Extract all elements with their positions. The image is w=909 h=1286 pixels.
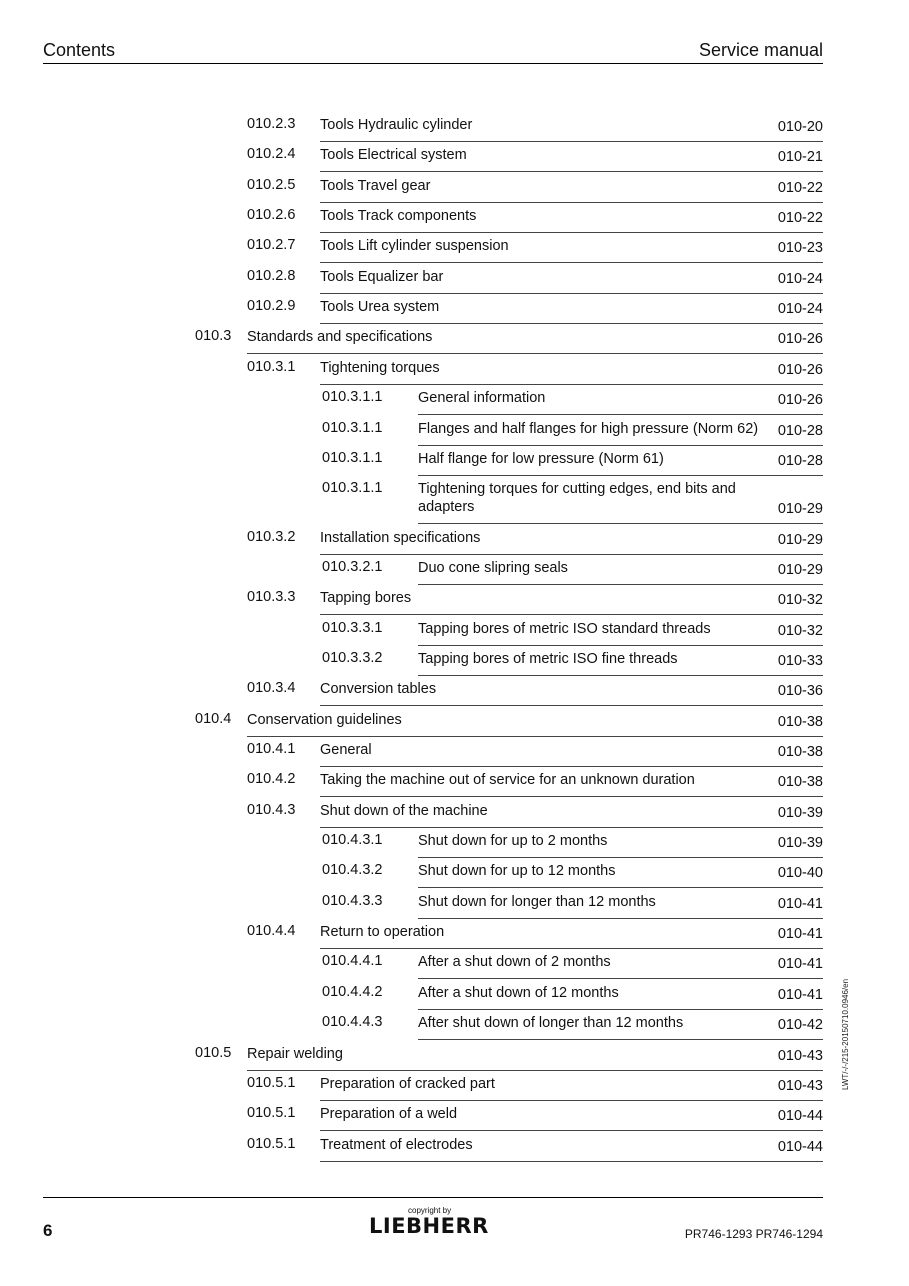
- toc-entry[interactable]: [247, 1132, 823, 1162]
- toc-entry-title: [320, 1105, 457, 1123]
- toc-entry-number: 010.4.1: [247, 741, 296, 757]
- toc-entry-title-line: Shut down for up to 12 months: [418, 863, 616, 880]
- toc-entry-title: [418, 893, 656, 911]
- toc-entry-title: [320, 146, 467, 164]
- toc-entry[interactable]: [247, 112, 823, 142]
- toc-entry[interactable]: [322, 385, 823, 415]
- toc-entry[interactable]: [195, 324, 823, 354]
- toc-entry[interactable]: [195, 1041, 823, 1071]
- toc-entry-page: 010-43: [777, 1047, 823, 1064]
- toc-entry-number: 010.3: [195, 328, 232, 345]
- toc-entry-number: 010.4.4: [247, 923, 296, 940]
- toc-entry-page: 010-29: [777, 501, 823, 518]
- toc-entry-number: 010.3.1.1: [322, 389, 383, 406]
- toc-entry-title-line: General information: [418, 390, 546, 407]
- toc-entry-page: 010-41: [777, 956, 823, 973]
- toc-entry[interactable]: [322, 616, 823, 646]
- toc-entry-page: 010-41: [777, 895, 823, 912]
- toc-entry-title: [320, 116, 472, 134]
- toc-entry-page: 010-43: [777, 1077, 823, 1094]
- toc-entry-page: 010-26: [777, 361, 823, 378]
- toc-entry-title-line: General: [320, 742, 372, 758]
- toc-entry-title-line: Conservation guidelines: [247, 711, 402, 728]
- toc-entry-title: [418, 953, 611, 971]
- toc-entry[interactable]: [247, 142, 823, 172]
- toc-entry-page: 010-26: [777, 392, 823, 409]
- toc-entry[interactable]: [247, 767, 823, 797]
- toc-entry[interactable]: [247, 919, 823, 949]
- toc-entry-number: 010.3.1.1: [322, 480, 383, 497]
- toc-entry-title-line: Return to operation: [320, 924, 445, 941]
- toc-entry-title: [320, 268, 443, 286]
- toc-entry[interactable]: [247, 585, 823, 615]
- toc-entry-title: [418, 1014, 683, 1032]
- toc-entry-title: [247, 711, 402, 729]
- toc-entry-title: [320, 359, 440, 377]
- toc-entry-page: 010-38: [777, 744, 823, 760]
- side-document-code: LWT/-/-/215-20150710.0946/en: [841, 978, 850, 1090]
- toc-entry-page: 010-26: [777, 331, 823, 348]
- toc-entry-number: 010.2.4: [247, 146, 296, 163]
- toc-entry[interactable]: [247, 203, 823, 233]
- toc-entry-number: 010.4.3.3: [322, 892, 383, 909]
- toc-entry-number: 010.4.4.1: [322, 953, 383, 970]
- toc-entry-number: 010.4.4.3: [322, 1014, 383, 1031]
- footer-page-number: 6: [43, 1221, 53, 1240]
- liebherr-logo: LIEBHERR: [369, 1214, 489, 1238]
- toc-entry-number: 010.3.2: [247, 528, 296, 545]
- toc-entry-title: [320, 1136, 473, 1154]
- toc-entry[interactable]: [247, 737, 823, 767]
- toc-entry-number: 010.4.3.1: [322, 832, 383, 849]
- toc-entry-title-line: adapters: [418, 499, 475, 516]
- toc-entry-title-line: After a shut down of 12 months: [418, 984, 619, 1001]
- toc-entry[interactable]: [322, 646, 823, 676]
- toc-entry-title-line: After shut down of longer than 12 months: [418, 1015, 684, 1032]
- toc-entry-page: 010-32: [777, 592, 823, 609]
- toc-entry-title-line: Tapping bores of metric ISO standard threads: [418, 620, 711, 637]
- toc-entry-page: 010-41: [777, 986, 823, 1003]
- toc-entry-title: [320, 589, 411, 607]
- toc-entry[interactable]: [322, 555, 823, 585]
- toc-entry-title-line: Shut down for longer than 12 months: [418, 893, 656, 910]
- toc-entry-title-line: Tools Equalizer bar: [320, 268, 444, 285]
- toc-entry-page: 010-20: [777, 119, 823, 135]
- toc-entry-title-line: Installation specifications: [320, 529, 481, 546]
- toc-entry-number: 010.5: [195, 1044, 232, 1061]
- toc-entry-title: [418, 450, 664, 468]
- header-right-title: Service manual: [698, 40, 823, 60]
- toc-entry-title: [418, 650, 678, 668]
- toc-entry[interactable]: [322, 858, 823, 888]
- toc-entry[interactable]: [247, 1071, 823, 1101]
- toc-entry-page: 010-24: [777, 301, 823, 318]
- toc-entry-title: [320, 802, 488, 820]
- toc-entry[interactable]: [322, 980, 823, 1010]
- toc-entry-number: 010.3.1.1: [322, 449, 383, 466]
- toc-entry-page: 010-38: [777, 713, 823, 730]
- toc-entry-number: 010.2.3: [247, 116, 296, 132]
- toc-entry-title: [418, 480, 736, 516]
- toc-entry-title: [418, 620, 711, 638]
- toc-entry-title: [418, 389, 545, 407]
- toc-entry-rule: [320, 1161, 823, 1162]
- toc-entry-title: [320, 680, 436, 698]
- toc-entry-page: 010-28: [777, 422, 823, 439]
- toc-entry-page: 010-32: [777, 622, 823, 639]
- toc-entry-page: 010-22: [777, 210, 823, 227]
- toc-entry-page: 010-44: [777, 1108, 823, 1125]
- toc-entry-title: [320, 741, 372, 759]
- toc-entry[interactable]: [247, 233, 823, 263]
- toc-entry-number: 010.2.7: [247, 237, 296, 254]
- toc-entry-page: 010-40: [777, 865, 823, 882]
- toc-entry-title: [320, 923, 444, 941]
- toc-entry-title: [418, 862, 616, 880]
- toc-entry-page: 010-24: [777, 270, 823, 287]
- toc-entry-title-line: Tools Electrical system: [320, 147, 467, 164]
- toc-entry-number: 010.3.3.1: [322, 619, 383, 636]
- toc-entry-title-line: Tapping bores: [320, 590, 412, 607]
- toc-entry-title-line: Standards and specifications: [247, 329, 433, 346]
- toc-entry-page: 010-41: [777, 926, 823, 943]
- toc-entry[interactable]: [247, 264, 823, 294]
- toc-entry-page: 010-38: [777, 774, 823, 791]
- toc-entry-title: [320, 298, 439, 316]
- toc-entry-number: 010.2.5: [247, 176, 296, 193]
- toc-entry-title: [247, 328, 432, 346]
- toc-entry-number: 010.3.3: [247, 589, 296, 606]
- toc-entry[interactable]: [322, 476, 823, 524]
- toc-entry-page: 010-22: [777, 179, 823, 196]
- toc-entry-title-line: Tools Lift cylinder suspension: [320, 238, 509, 255]
- toc-entry-number: 010.5.1: [247, 1074, 296, 1091]
- toc-entry-title-line: Treatment of electrodes: [320, 1136, 473, 1153]
- toc-entry-title-line: Tightening torques: [320, 359, 440, 376]
- toc-entry-number: 010.3.2.1: [322, 558, 383, 575]
- toc-entry-title-line: Half flange for low pressure (Norm 61): [418, 450, 664, 467]
- toc-entry[interactable]: [322, 1010, 823, 1040]
- toc-entry-title-line: Conversion tables: [320, 681, 437, 698]
- toc-entry-title-line: Duo cone slipring seals: [418, 559, 568, 576]
- toc-entry-title-line: Tools Track components: [320, 208, 477, 225]
- footer-model-numbers: PR746-1293 PR746-1294: [684, 1227, 823, 1241]
- toc-entry-title: [418, 420, 758, 438]
- toc-entry-title: [320, 207, 476, 225]
- toc-entry-number: 010.2.6: [247, 207, 296, 224]
- toc-entry[interactable]: [322, 949, 823, 979]
- toc-entry-number: 010.5.1: [247, 1105, 296, 1122]
- toc-entry[interactable]: [247, 355, 823, 385]
- toc-entry[interactable]: [247, 173, 823, 203]
- toc-entry-title: [320, 1075, 495, 1093]
- toc-entry-page: 010-39: [777, 835, 823, 852]
- toc-entry-title: [418, 984, 619, 1002]
- toc-entry-title-line: Tools Hydraulic cylinder: [320, 117, 473, 133]
- toc-entry-number: 010.5.1: [247, 1135, 296, 1152]
- toc-entry-number: 010.3.4: [247, 680, 296, 697]
- toc-entry-number: 010.2.8: [247, 267, 296, 284]
- toc-entry-title: [418, 832, 607, 850]
- toc-entry[interactable]: [322, 416, 823, 446]
- toc-entry-title-line: Shut down of the machine: [320, 802, 488, 819]
- toc-entry-number: 010.4.3.2: [322, 862, 383, 879]
- toc-entry-page: 010-29: [777, 531, 823, 548]
- footer-rule: [43, 1197, 823, 1198]
- toc-entry-title-line: Tools Travel gear: [320, 177, 431, 194]
- toc-entry-page: 010-36: [777, 683, 823, 700]
- toc-entry[interactable]: [247, 294, 823, 324]
- toc-entry-number: 010.2.9: [247, 298, 296, 315]
- toc-entry-title-line: Taking the machine out of service for an unknown duration: [320, 772, 695, 789]
- header-left-title: Contents: [43, 40, 116, 60]
- toc-entry-page: 010-23: [777, 240, 823, 257]
- toc-entry-title-line: After a shut down of 2 months: [418, 954, 611, 971]
- toc-entry-title: [320, 237, 509, 255]
- toc-entry-number: 010.3.3.2: [322, 649, 383, 666]
- toc-entry-title-line: Repair welding: [247, 1045, 343, 1062]
- toc-entry-title-line: Tools Urea system: [320, 299, 440, 316]
- toc-entry-page: 010-21: [777, 149, 823, 166]
- toc-entry[interactable]: [322, 889, 823, 919]
- toc-entry[interactable]: [247, 798, 823, 828]
- toc-entry-page: 010-42: [777, 1017, 823, 1034]
- toc-entry-number: 010.4.4.2: [322, 983, 383, 1000]
- header-rule: [43, 63, 823, 64]
- toc-entry-title-line: Shut down for up to 2 months: [418, 833, 608, 850]
- toc-entry-number: 010.4.3: [247, 801, 296, 818]
- toc-entry-number: 010.4: [195, 710, 232, 727]
- footer-copyright: copyright by: [408, 1206, 452, 1215]
- toc-entry[interactable]: [247, 525, 823, 555]
- toc-entry-title: [418, 559, 568, 577]
- toc-entry-title-line: Preparation of cracked part: [320, 1075, 495, 1092]
- toc-entry-title: [320, 177, 430, 195]
- toc-entry[interactable]: [322, 828, 823, 858]
- toc-entry-title: [320, 771, 695, 789]
- toc-entry-title-line: Tapping bores of metric ISO fine threads: [418, 650, 678, 667]
- toc-entry-title-line: Flanges and half flanges for high pressure (Norm 62): [418, 420, 759, 437]
- toc-entry-page: 010-44: [777, 1138, 823, 1155]
- toc-entry[interactable]: [322, 446, 823, 476]
- toc-entry-title-line: Tightening torques for cutting edges, end bits and: [418, 481, 736, 498]
- toc-entry-page: 010-33: [777, 652, 823, 669]
- toc-entry-page: 010-39: [777, 804, 823, 821]
- toc-entry-number: 010.3.1.1: [322, 419, 383, 436]
- toc-entry-number: 010.4.2: [247, 771, 296, 788]
- toc-entry-number: 010.3.1: [247, 358, 296, 375]
- toc-entry[interactable]: [247, 676, 823, 706]
- toc-entry-title-line: Preparation of a weld: [320, 1106, 458, 1123]
- toc-entry[interactable]: [195, 707, 823, 737]
- toc-entry-page: 010-28: [777, 452, 823, 469]
- toc-entry[interactable]: [247, 1101, 823, 1131]
- toc-entry-title: [247, 1045, 343, 1063]
- toc-entry-page: 010-29: [777, 561, 823, 578]
- toc-entry-title: [320, 529, 480, 547]
